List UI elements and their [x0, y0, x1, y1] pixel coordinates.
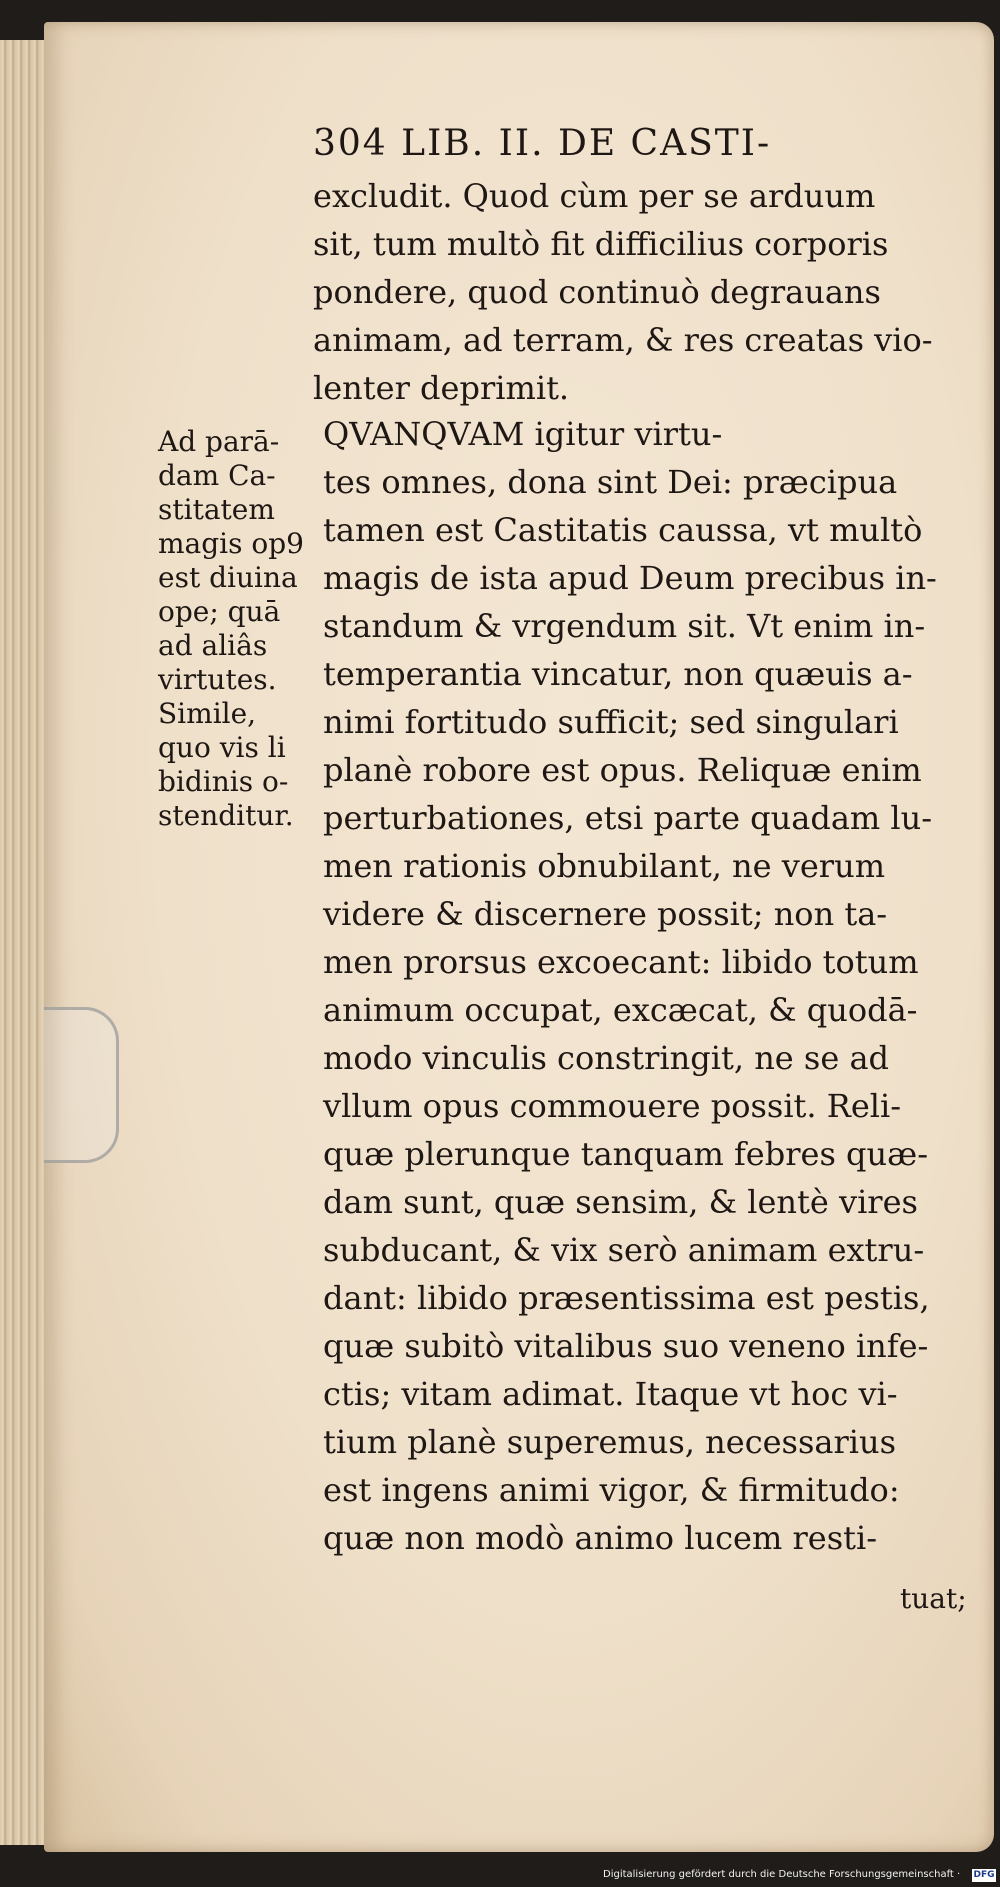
marginal-line: ad aliâs — [158, 629, 268, 662]
marginal-line: stenditur. — [158, 799, 294, 832]
text-line: standum & vrgendum sit. Vt enim in- — [323, 607, 926, 645]
marginal-line: dam Ca- — [158, 459, 276, 492]
text-line: dam sunt, quæ sensim, & lentè vires — [323, 1183, 918, 1221]
text-line: men prorsus excoecant: libido totum — [323, 943, 919, 981]
text-line: quæ non modò animo lucem resti- — [323, 1519, 878, 1557]
text-line: est ingens animi vigor, & firmitudo: — [323, 1471, 900, 1509]
text-line: ctis; vitam adimat. Itaque vt hoc vi- — [323, 1375, 898, 1413]
catchword: tuat; — [900, 1582, 967, 1615]
marginal-line: stitatem — [158, 493, 275, 526]
dfg-logo: DFG — [973, 1870, 995, 1880]
page-clip — [44, 1007, 119, 1163]
text-line: temperantia vincatur, non quæuis a- — [323, 655, 913, 693]
marginal-line: bidinis o- — [158, 765, 289, 798]
text-line: animam, ad terram, & res creatas vio- — [313, 321, 933, 359]
page-header: 304 LIB. II. DE CASTI- — [313, 123, 772, 164]
marginal-line: virtutes. — [158, 663, 277, 696]
marginal-line: Ad parā- — [158, 425, 280, 458]
digitization-credit: Digitalisierung gefördert durch die Deutsche Forschungsgemeinschaft · — [603, 1869, 961, 1880]
marginal-line: magis op9 — [158, 527, 304, 560]
marginal-note — [158, 425, 328, 833]
text-line: tamen est Castitatis caussa, vt multò — [323, 511, 923, 549]
text-line: men rationis obnubilant, ne verum — [323, 847, 886, 885]
text-line: tium planè superemus, necessarius — [323, 1423, 897, 1461]
text-line: videre & discernere possit; non ta- — [323, 895, 888, 933]
marginal-line: est diuina — [158, 561, 298, 594]
text-line: magis de ista apud Deum precibus in- — [323, 559, 937, 597]
text-line: modo vinculis constringit, ne se ad — [323, 1039, 889, 1077]
book-fore-edge — [0, 40, 48, 1845]
marginal-line: Simile, — [158, 697, 257, 730]
text-line: quæ subitò vitalibus suo veneno infe- — [323, 1327, 929, 1365]
marginal-line: ope; quā — [158, 595, 281, 628]
text-line: quæ plerunque tanquam febres quæ- — [323, 1135, 929, 1173]
marginal-line: quo vis li — [158, 731, 286, 764]
text-line: subducant, & vix serò animam extru- — [323, 1231, 925, 1269]
main-text-block-a — [313, 172, 973, 412]
text-line: animum occupat, excæcat, & quodā- — [323, 991, 918, 1029]
text-line: planè robore est opus. Reliquæ enim — [323, 751, 922, 789]
text-line: dant: libido præsentissima est pestis, — [323, 1279, 930, 1317]
main-text-block-b — [323, 410, 983, 1562]
text-line: nimi fortitudo sufficit; sed singulari — [323, 703, 899, 741]
text-line: sit, tum multò fit difficilius corporis — [313, 225, 889, 263]
text-line: vllum opus commouere possit. Reli- — [323, 1087, 902, 1125]
text-line: excludit. Quod cùm per se arduum — [313, 177, 876, 215]
text-line: lenter deprimit. — [313, 369, 570, 407]
text-line: QVANQVAM igitur virtu- — [323, 415, 723, 453]
text-line: tes omnes, dona sint Dei: præcipua — [323, 463, 898, 501]
text-line: pondere, quod continuò degrauans — [313, 273, 881, 311]
text-line: perturbationes, etsi parte quadam lu- — [323, 799, 933, 837]
